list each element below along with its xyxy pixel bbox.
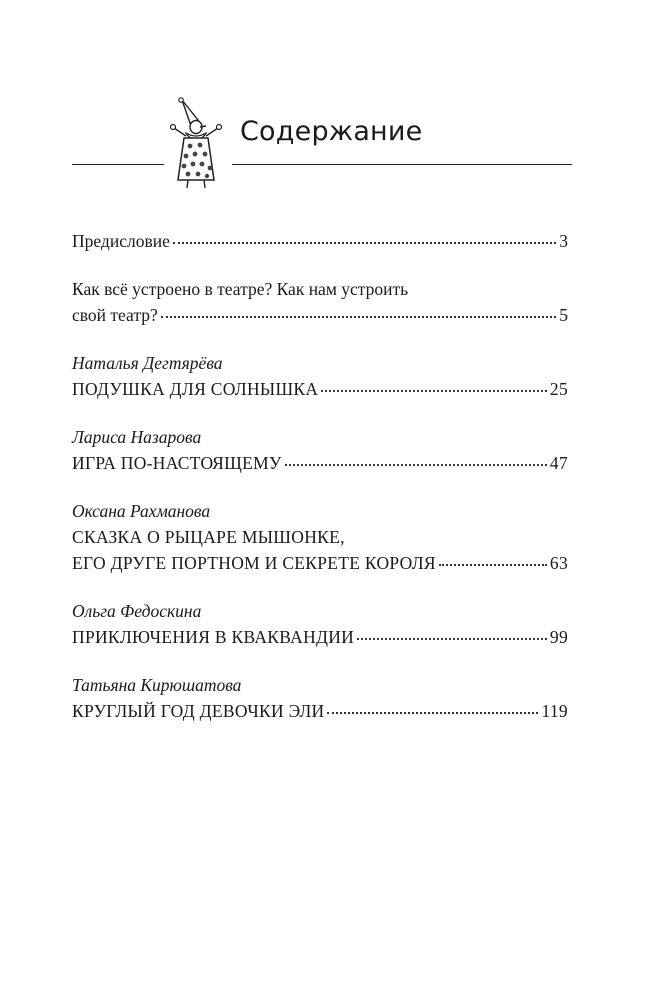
entry-title-line-1: Как всё устроено в театре? Как нам устроить <box>72 279 409 299</box>
dot-leader <box>357 632 547 640</box>
dot-leader <box>161 310 557 318</box>
entry-title: ПРИКЛЮЧЕНИЯ В КВАКВАНДИИ <box>72 627 355 647</box>
entry-title-line-1: СКАЗКА О РЫЦАРЕ МЫШОНКЕ, <box>72 527 345 547</box>
page-number: 3 <box>559 231 568 251</box>
entry-author: Лариса Назарова <box>72 427 202 447</box>
jester-puppet-icon <box>164 96 228 192</box>
dot-leader <box>439 558 547 566</box>
page-title: Содержание <box>240 116 423 147</box>
entry-title-line-2: свой театр? <box>72 305 158 325</box>
toc-entry-theatre[interactable] <box>72 276 568 328</box>
header-rule-right <box>232 164 572 165</box>
dot-leader <box>327 706 538 714</box>
toc-entry-kvakvandia[interactable] <box>72 598 568 650</box>
page-number: 63 <box>549 553 568 573</box>
toc-entry-podushka[interactable] <box>72 350 568 402</box>
entry-author: Оксана Рахманова <box>72 501 211 521</box>
entry-title: ПОДУШКА ДЛЯ СОЛНЫШКА <box>72 379 319 399</box>
page-header <box>0 0 667 200</box>
toc-entry-krugly-god[interactable] <box>72 672 568 724</box>
dot-leader <box>285 458 547 466</box>
page-number: 99 <box>549 627 568 647</box>
page-number: 25 <box>549 379 568 399</box>
table-of-contents <box>72 228 568 746</box>
page-number: 119 <box>541 701 568 721</box>
toc-entry-preface[interactable] <box>72 228 568 254</box>
dot-leader <box>321 384 547 392</box>
entry-author: Ольга Федоскина <box>72 601 202 621</box>
entry-author: Татьяна Кирюшатова <box>72 675 242 695</box>
entry-title-line-2: ЕГО ДРУГЕ ПОРТНОМ И СЕКРЕТЕ КОРОЛЯ <box>72 553 436 573</box>
page-number: 47 <box>549 453 568 473</box>
toc-entry-igra[interactable] <box>72 424 568 476</box>
toc-entry-skazka[interactable] <box>72 498 568 576</box>
header-rule-left <box>72 164 164 165</box>
entry-title: ИГРА ПО-НАСТОЯЩЕМУ <box>72 453 282 473</box>
entry-author: Наталья Дегтярёва <box>72 353 223 373</box>
entry-title: Предисловие <box>72 231 170 251</box>
page-number: 5 <box>559 305 568 325</box>
entry-title: КРУГЛЫЙ ГОД ДЕВОЧКИ ЭЛИ <box>72 701 325 721</box>
dot-leader <box>173 236 556 244</box>
